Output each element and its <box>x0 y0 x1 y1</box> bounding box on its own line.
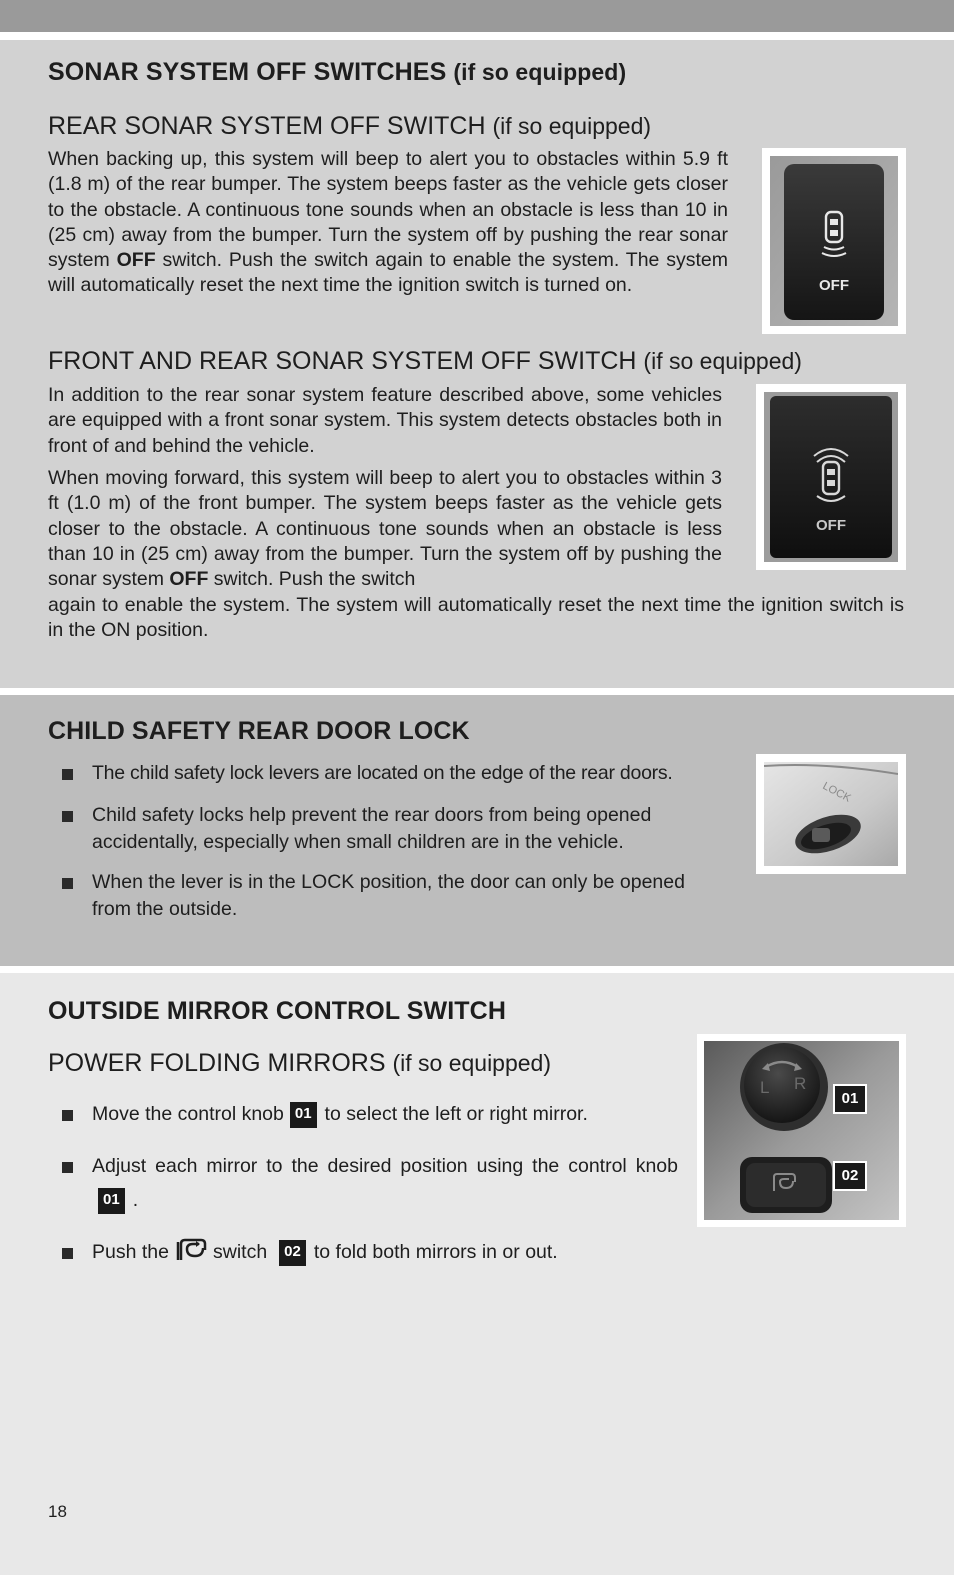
list-item: When the lever is in the LOCK position, the door can only be opened from the outside. <box>48 869 724 923</box>
child-lock-heading: CHILD SAFETY REAR DOOR LOCK <box>48 717 470 745</box>
child-lock-section <box>0 695 954 966</box>
front-rear-sonar-title: FRONT AND REAR SONAR SYSTEM OFF SWITCH (if so equipped) <box>48 347 802 375</box>
list-item: Move the control knob 01 to select the left or right mirror. <box>48 1099 678 1129</box>
badge-02: 02 <box>279 1240 306 1266</box>
bullet-square-icon <box>62 769 73 780</box>
list-item: Adjust each mirror to the desired position using the control knob01 . <box>48 1149 678 1217</box>
mirror-switch-photo <box>697 1034 906 1227</box>
front-sonar-paragraph-2: When moving forward, this system will beep to alert you to obstacles within 3 ft (1.0 m) of the front bumper. The system beeps faster as the vehicle gets closer to the obstacle. A continuous tone sounds when an obstacle is less than 10 in (25 cm) away from the bumper. Turn the system off by pushing the sonar system OFF switch. Push the switch <box>48 467 722 591</box>
child-lock-photo <box>756 754 906 874</box>
list-item: The child safety lock levers are located on the edge of the rear doors. <box>48 760 724 787</box>
bullet-square-icon <box>62 811 73 822</box>
bullet-square-icon <box>62 878 73 889</box>
front-rear-sonar-switch-photo <box>756 384 906 570</box>
photo-badge-02: 02 <box>833 1161 867 1191</box>
bullet-square-icon <box>62 1248 73 1259</box>
knob-right-label: R <box>794 1074 807 1093</box>
mirror-fold-icon <box>175 1238 207 1271</box>
mirror-section <box>0 973 954 1575</box>
front-sonar-paragraph-2-cont: again to enable the system. The system will automatically reset the next time the ignition switch is in the ON position. <box>48 594 904 642</box>
sonar-heading: SONAR SYSTEM OFF SWITCHES (if so equipped) <box>48 58 627 86</box>
sonar-section <box>0 40 954 688</box>
rear-sonar-paragraph: When backing up, this system will beep to alert you to obstacles within 5.9 ft (1.8 m) of the rear bumper. The system beeps faster as the vehicle gets closer to the obstacle. A continuous tone sounds when an obstacle is less than 10 in (25 cm) away from the bumper. Turn the system off by pushing the rear sonar system OFF switch. Push the switch again to enable the system. The system will automatically reset the next time the ignition switch is turned on. <box>48 148 728 297</box>
child-lock-list <box>48 760 724 923</box>
rear-sonar-switch-photo <box>762 148 906 334</box>
front-sonar-paragraph-1: In addition to the rear sonar system feature described above, some vehicles are equipped with a front sonar system. This system detects obstacles both in front of and behind the vehicle. <box>48 384 722 457</box>
mirror-fold-switch <box>746 1163 826 1207</box>
list-item: Child safety locks help prevent the rear doors from being opened accidentally, especially when small children are in the vehicle. <box>48 802 724 856</box>
badge-01: 01 <box>98 1188 125 1214</box>
bullet-square-icon <box>62 1162 73 1173</box>
front-switch-off-label: OFF <box>816 517 846 534</box>
rear-sonar-title: REAR SONAR SYSTEM OFF SWITCH (if so equipped) <box>48 112 652 140</box>
power-folding-title: POWER FOLDING MIRRORS (if so equipped) <box>48 1049 552 1077</box>
page-number: 18 <box>48 1502 67 1521</box>
knob-left-label: L <box>760 1078 770 1097</box>
rear-switch-off-label: OFF <box>819 277 849 294</box>
lock-embossed-label: LOCK <box>820 780 853 805</box>
photo-badge-01: 01 <box>833 1084 867 1114</box>
mirror-heading: OUTSIDE MIRROR CONTROL SWITCH <box>48 997 506 1025</box>
mirror-control-knob <box>744 1047 820 1123</box>
top-bar <box>0 0 954 32</box>
bullet-square-icon <box>62 1110 73 1121</box>
mirror-list <box>48 1099 678 1271</box>
list-item: Push the switch 02 to fold both mirrors in or out. <box>48 1237 678 1271</box>
badge-01: 01 <box>290 1102 317 1128</box>
